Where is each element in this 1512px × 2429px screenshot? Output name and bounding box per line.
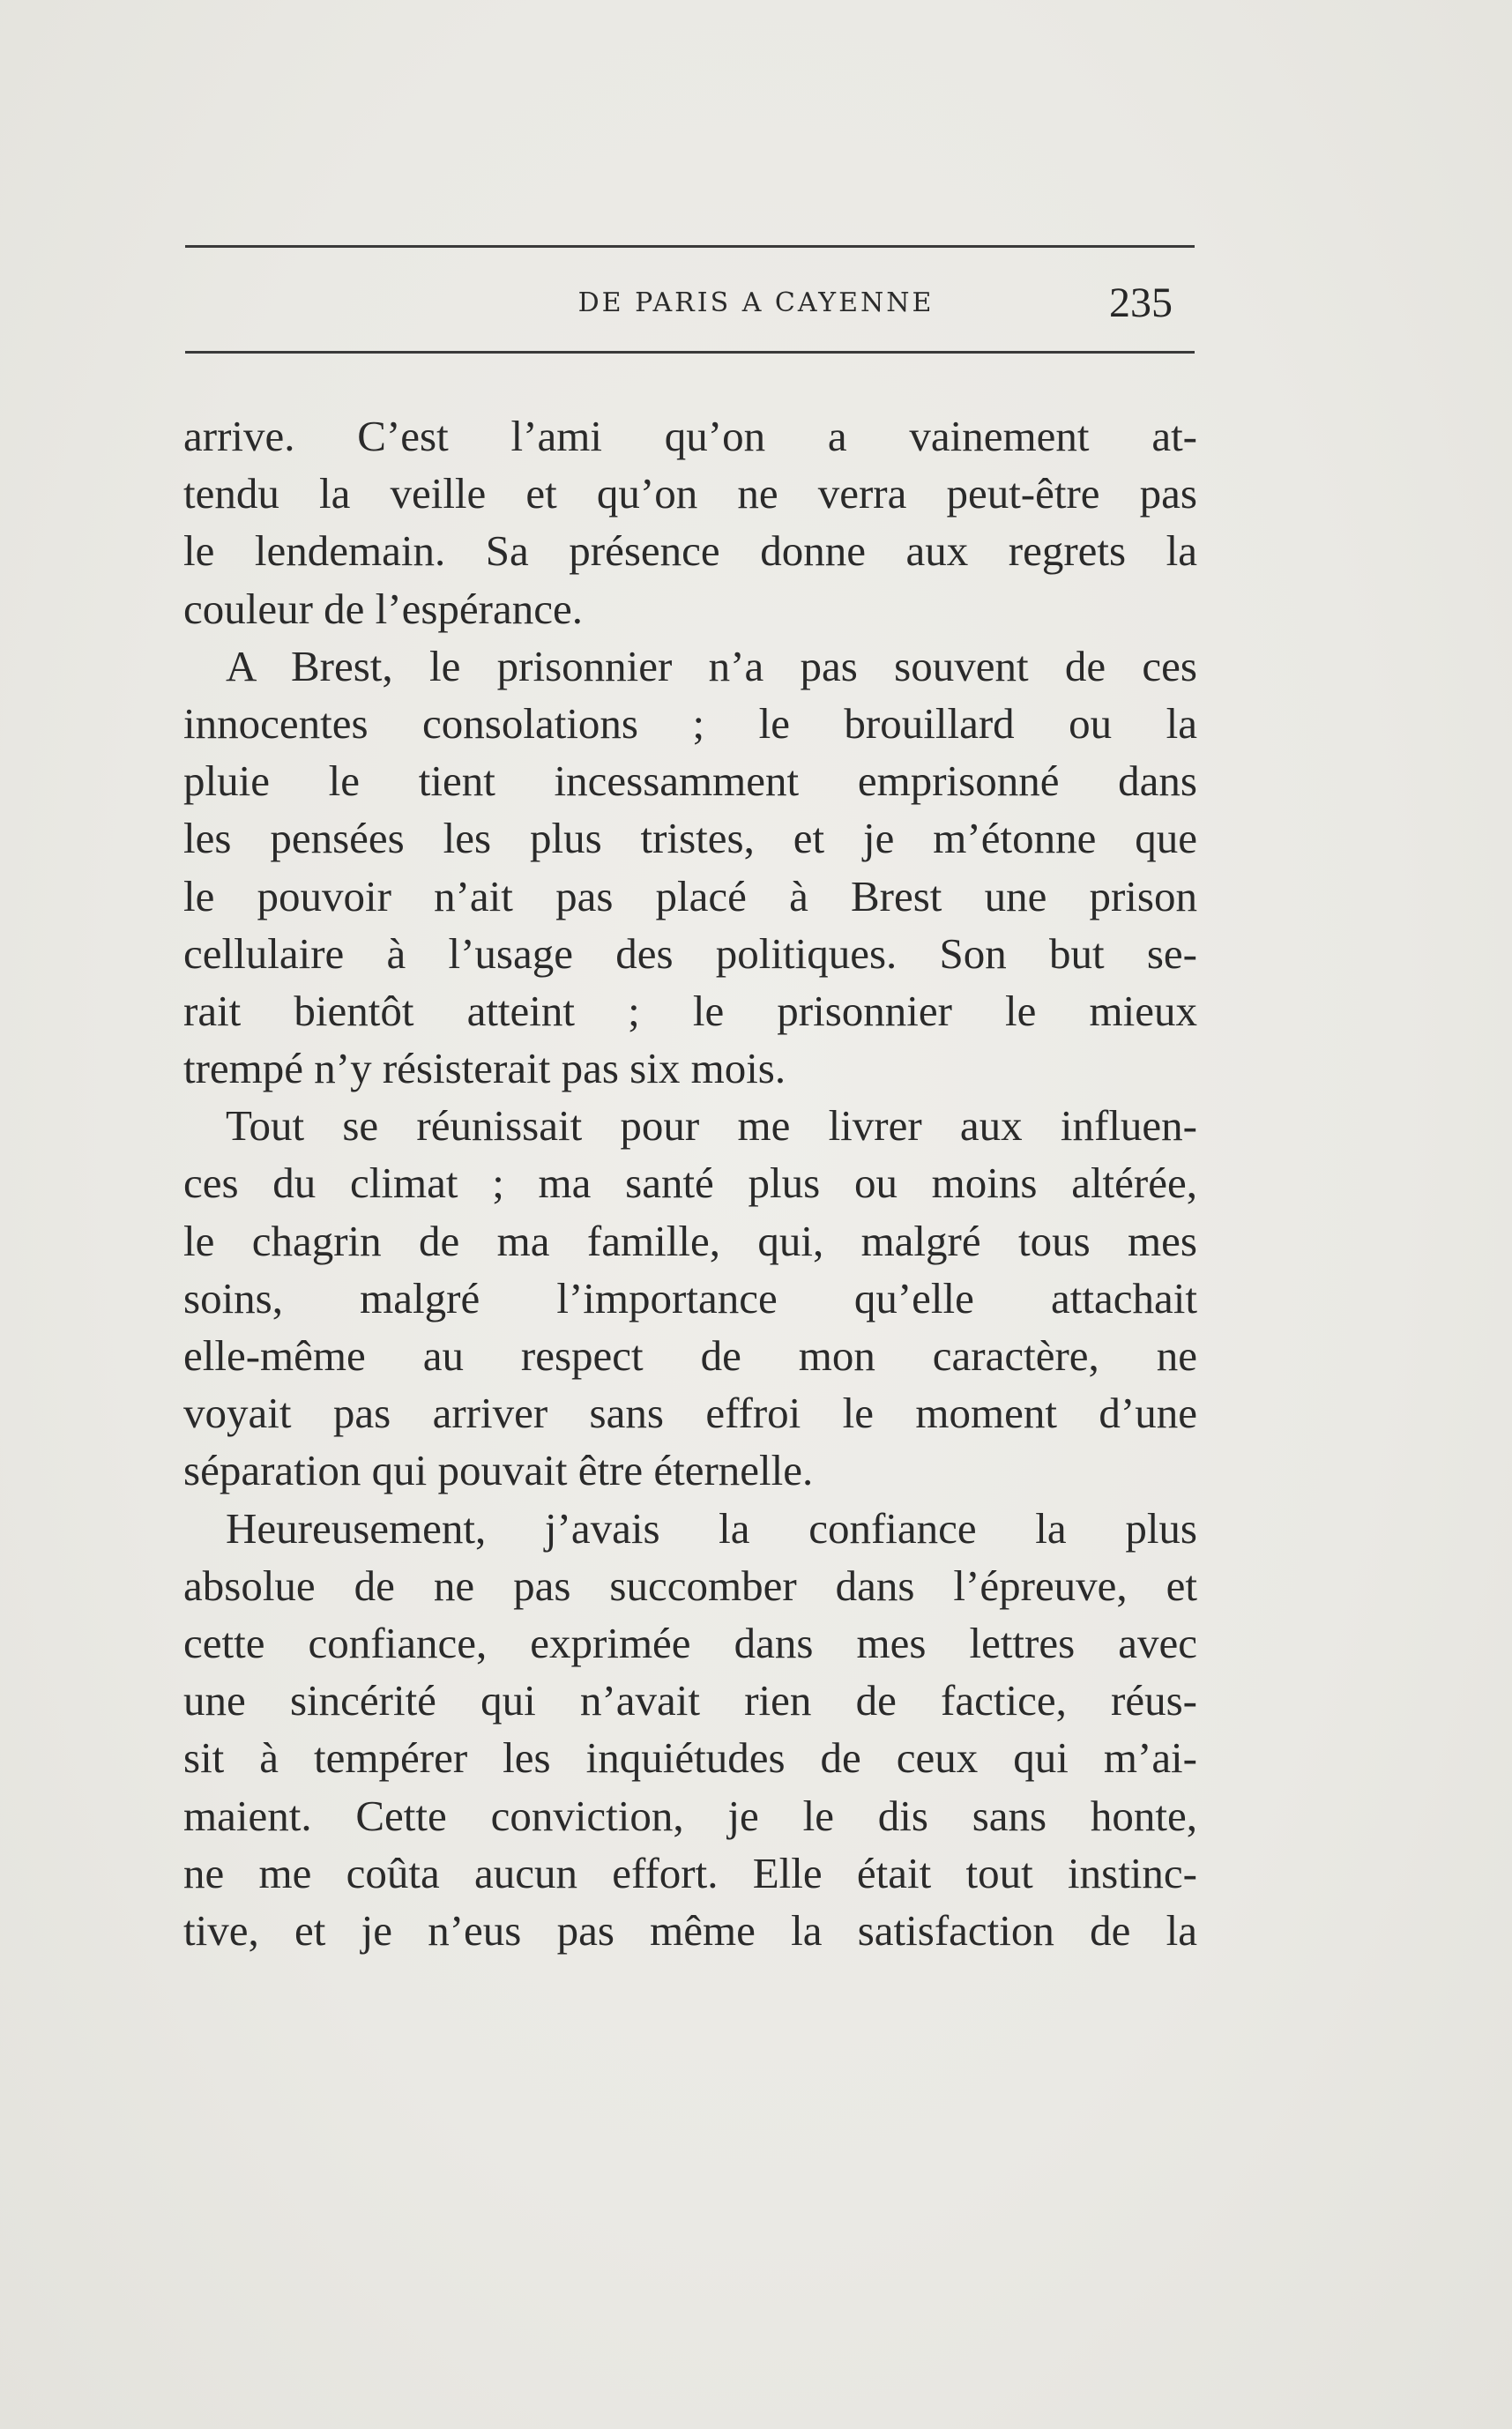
- text-line: innocentes consolations ; le brouillard ou la: [183, 698, 1197, 748]
- text-line: pluie le tient incessamment emprisonné dans: [183, 756, 1197, 806]
- header-rule-bottom: [185, 351, 1195, 354]
- running-title: DE PARIS A CAYENNE: [577, 287, 935, 318]
- text-line: une sincérité qui n’avait rien de factice, réus-: [183, 1676, 1197, 1725]
- text-line: les pensées les plus tristes, et je m’étonne que: [183, 814, 1197, 863]
- text-line: rait bientôt atteint ; le prisonnier le mieux: [183, 986, 1197, 1035]
- text-line: séparation qui pouvait être éternelle.: [183, 1446, 814, 1495]
- text-line: voyait pas arriver sans effroi le moment d’une: [183, 1389, 1197, 1438]
- text-line: le lendemain. Sa présence donne aux regrets la: [183, 526, 1197, 576]
- text-line: Tout se réunissait pour me livrer aux influen-: [226, 1101, 1197, 1151]
- text-line: le chagrin de ma famille, qui, malgré tous mes: [183, 1216, 1197, 1265]
- page-number: 235: [1109, 279, 1173, 326]
- text-line: trempé n’y résisterait pas six mois.: [183, 1044, 786, 1093]
- text-line: tive, et je n’eus pas même la satisfaction de la: [183, 1905, 1197, 1955]
- text-line: tendu la veille et qu’on ne verra peut-être pas: [183, 469, 1197, 518]
- text-line: ne me coûta aucun effort. Elle était tout instinc-: [183, 1848, 1197, 1897]
- text-line: le pouvoir n’ait pas placé à Brest une prison: [183, 871, 1197, 920]
- text-line: A Brest, le prisonnier n’a pas souvent de ces: [226, 641, 1197, 690]
- text-line: maient. Cette conviction, je le dis sans honte,: [183, 1791, 1197, 1840]
- text-line: sit à tempérer les inquiétudes de ceux qui m’ai-: [183, 1733, 1197, 1783]
- text-line: cette confiance, exprimée dans mes lettres avec: [183, 1618, 1197, 1667]
- text-line: elle-même au respect de mon caractère, ne: [183, 1331, 1197, 1380]
- text-line: cellulaire à l’usage des politiques. Son but se-: [183, 928, 1197, 978]
- header-rule-top: [185, 245, 1195, 248]
- text-line: ces du climat ; ma santé plus ou moins altérée,: [183, 1159, 1197, 1208]
- text-line: couleur de l’espérance.: [183, 584, 583, 633]
- text-line: Heureusement, j’avais la confiance la plus: [226, 1503, 1197, 1553]
- text-line: absolue de ne pas succomber dans l’épreuve, et: [183, 1561, 1197, 1610]
- body-text: [183, 407, 1197, 1959]
- text-line: arrive. C’est l’ami qu’on a vainement at-: [183, 412, 1197, 460]
- text-line: soins, malgré l’importance qu’elle attachait: [183, 1273, 1197, 1323]
